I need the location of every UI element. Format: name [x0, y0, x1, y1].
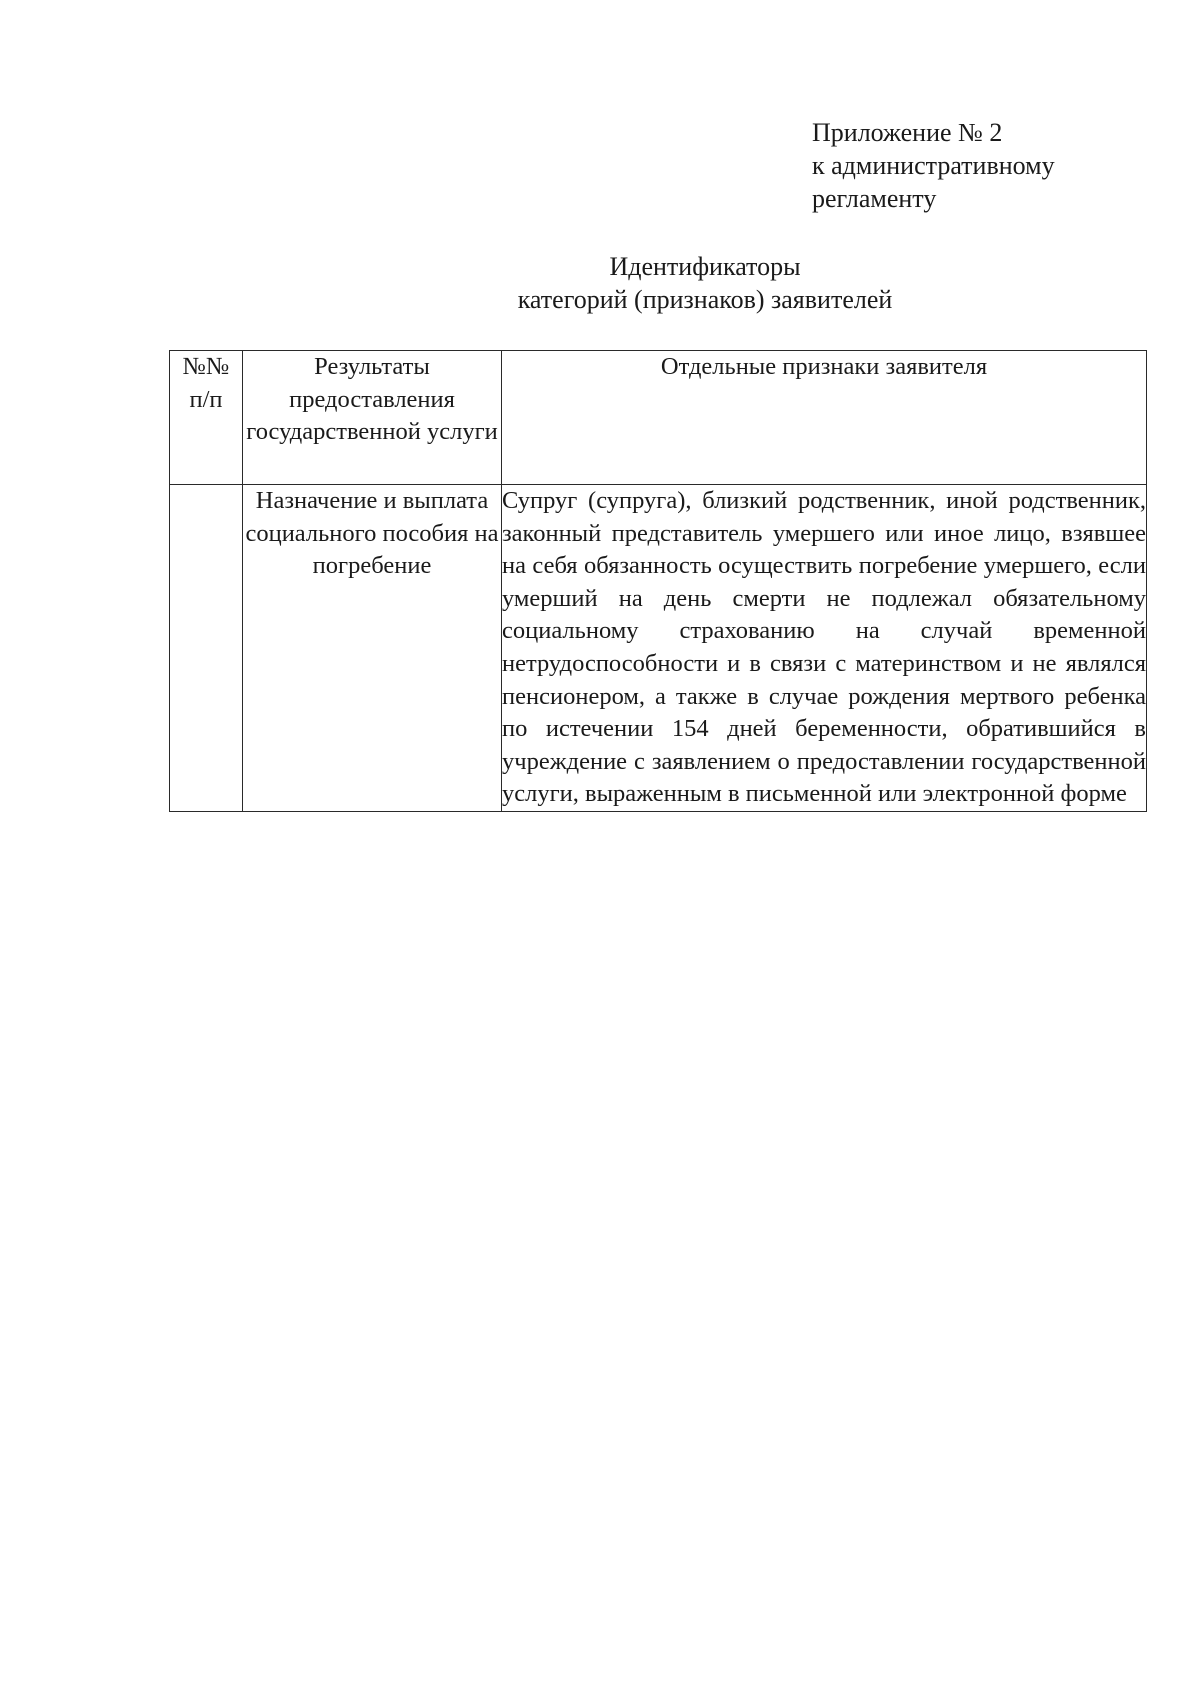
- appendix-line-3: регламенту: [812, 184, 937, 213]
- document-title: [330, 250, 1080, 316]
- header-features: Отдельные признаки заявителя: [502, 351, 1147, 485]
- cell-number: [170, 485, 243, 812]
- cell-result: Назначение и выплата социального пособия на погребение: [243, 485, 502, 812]
- header-result: Результаты предоставления государственной услуги: [243, 351, 502, 485]
- title-line-2: категорий (признаков) заявителей: [517, 285, 893, 314]
- appendix-line-2: к административному: [812, 151, 1055, 180]
- appendix-line-1: Приложение № 2: [812, 118, 1003, 147]
- table-header-row: [170, 351, 1147, 485]
- appendix-caption: [812, 116, 1055, 215]
- cell-features: Супруг (супруга), близкий родственник, иной родственник, законный представитель умершего или иное лицо, взявшее на себя обязанность осуществить погребение умершего, если умерший на день смерти не подлежал обязательному социальному страхованию на случай временной нетрудоспособности и в связи с материнством и не являлся пенсионером, а также в случае рождения мертвого ребенка по истечении 154 дней беременности, обратившийся в учреждение с заявлением о предоставлении государственной услуги, выраженным в письменной или электронной форме: [502, 485, 1147, 812]
- title-line-1: Идентификаторы: [609, 252, 801, 281]
- table-row: [170, 485, 1147, 812]
- applicant-criteria-table: [169, 350, 1147, 812]
- header-number: №№ п/п: [170, 351, 243, 485]
